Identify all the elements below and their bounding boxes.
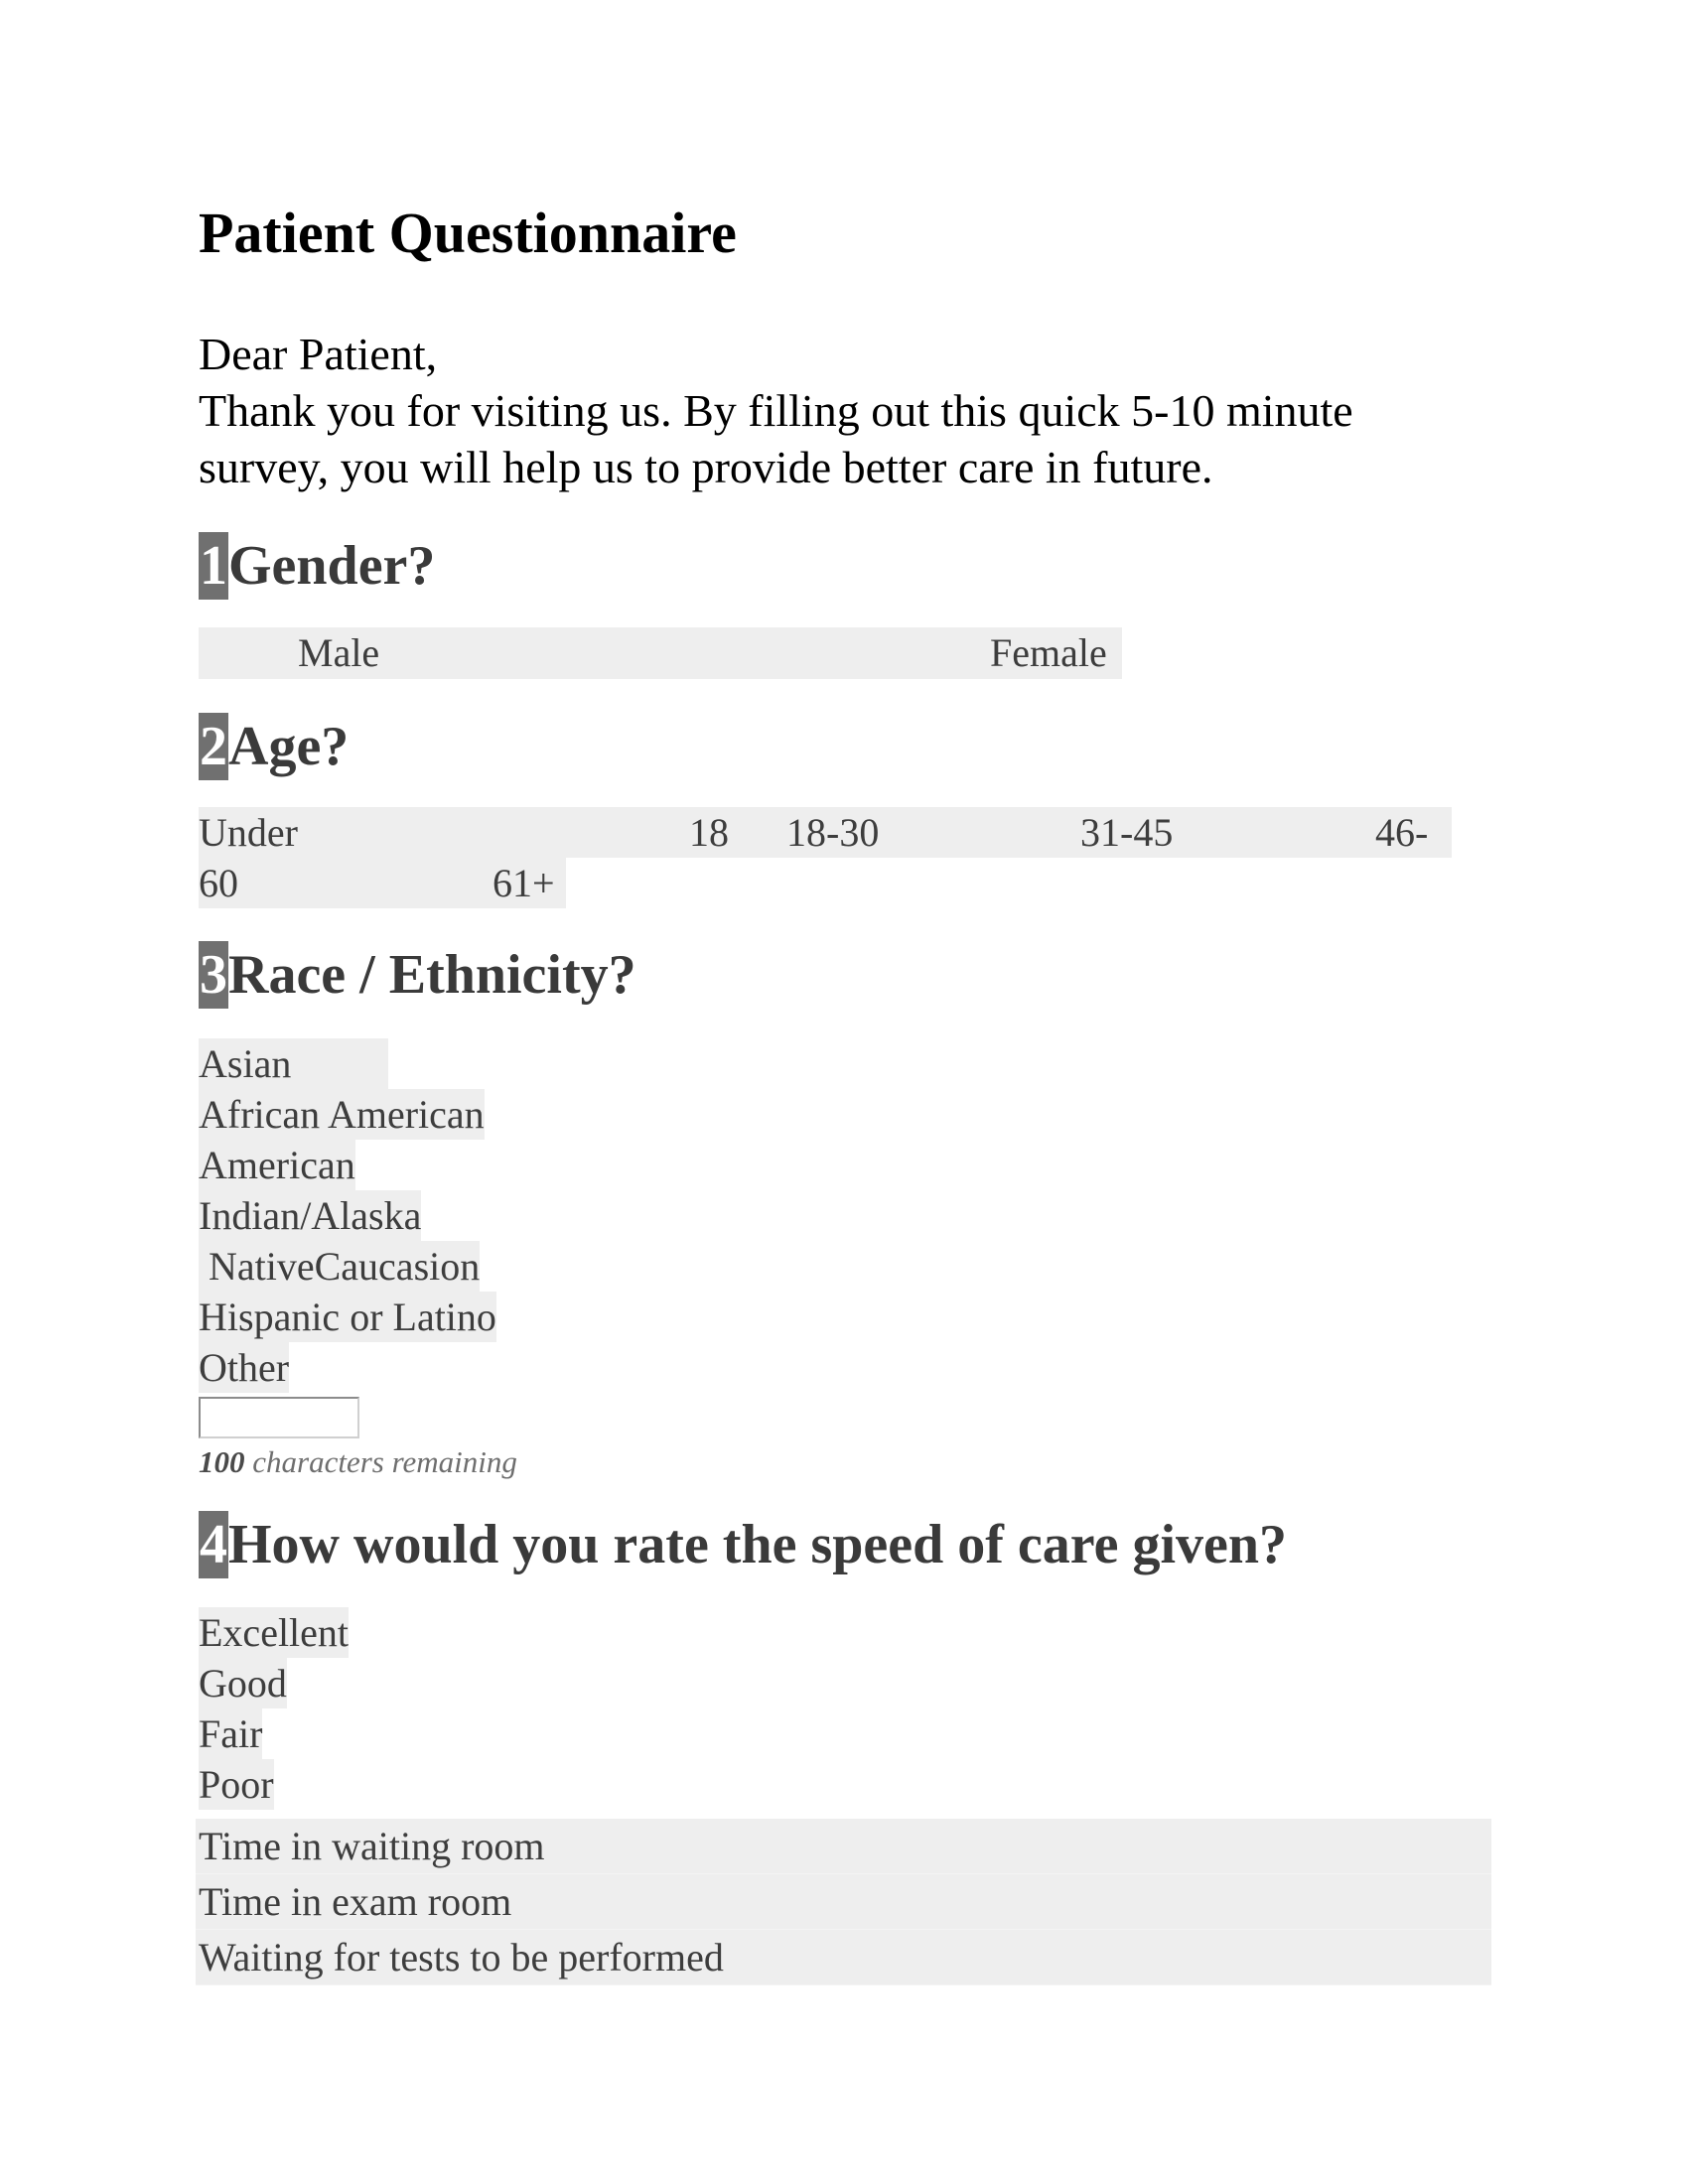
char-count: 100 [199, 1444, 245, 1479]
row-waiting-for-tests: Waiting for tests to be performed [196, 1930, 1491, 1985]
intro-line-2: survey, you will help us to provide better care in future. [199, 442, 1213, 492]
question-number-badge: 4 [199, 1511, 228, 1578]
speed-rating-rows [196, 1819, 1491, 1985]
option-under-18-part2[interactable]: 18 [689, 810, 729, 855]
question-3-heading [199, 941, 636, 1009]
question-text: Race / Ethnicity? [228, 944, 636, 1006]
option-other[interactable]: Other [199, 1342, 496, 1393]
page-title: Patient Questionnaire [199, 201, 737, 265]
option-18-30[interactable]: 18-30 [786, 810, 880, 855]
option-asian[interactable]: Asian [199, 1038, 496, 1089]
option-american-indian-alaska-native-line1[interactable]: American [199, 1140, 496, 1190]
row-time-in-exam-room: Time in exam room [196, 1874, 1491, 1930]
race-options [199, 1038, 496, 1393]
char-count-suffix: characters remaining [244, 1444, 517, 1479]
option-excellent[interactable]: Excellent [199, 1607, 349, 1658]
characters-remaining-counter [199, 1444, 517, 1480]
option-american-indian-alaska-native-line2[interactable]: Indian/Alaska [199, 1190, 496, 1241]
option-hispanic-or-latino[interactable]: Hispanic or Latino [199, 1292, 496, 1342]
option-good[interactable]: Good [199, 1658, 349, 1708]
speed-rating-options [199, 1607, 349, 1810]
question-number-badge: 3 [199, 941, 228, 1009]
option-under-18-part1[interactable]: Under [199, 810, 298, 855]
question-4-heading [199, 1511, 1287, 1578]
question-text: Age? [228, 716, 350, 777]
age-options-row-2 [199, 858, 566, 908]
question-text: Gender? [228, 535, 436, 597]
intro-text [199, 326, 1489, 495]
gender-options [199, 627, 1122, 679]
option-31-45[interactable]: 31-45 [1080, 810, 1174, 855]
option-african-american[interactable]: African American [199, 1089, 496, 1140]
option-female[interactable]: Female [990, 630, 1107, 675]
age-options-row-1 [199, 807, 1452, 858]
option-poor[interactable]: Poor [199, 1759, 349, 1810]
option-fair[interactable]: Fair [199, 1708, 349, 1759]
question-2-heading [199, 713, 349, 780]
question-text: How would you rate the speed of care given? [228, 1514, 1287, 1575]
other-race-input[interactable] [199, 1397, 359, 1438]
option-61-plus[interactable]: 61+ [492, 861, 555, 905]
option-46-60-part1[interactable]: 46- [1375, 810, 1429, 855]
greeting: Dear Patient, [199, 329, 438, 379]
option-46-60-part2[interactable]: 60 [199, 861, 238, 905]
option-male[interactable]: Male [298, 630, 380, 675]
intro-line-1: Thank you for visiting us. By filling out this quick 5-10 minute [199, 385, 1353, 436]
question-number-badge: 1 [199, 532, 228, 600]
question-1-heading [199, 532, 435, 600]
question-number-badge: 2 [199, 713, 228, 780]
row-time-in-waiting-room: Time in waiting room [196, 1819, 1491, 1874]
option-caucasian[interactable]: NativeCaucasion [199, 1241, 496, 1292]
